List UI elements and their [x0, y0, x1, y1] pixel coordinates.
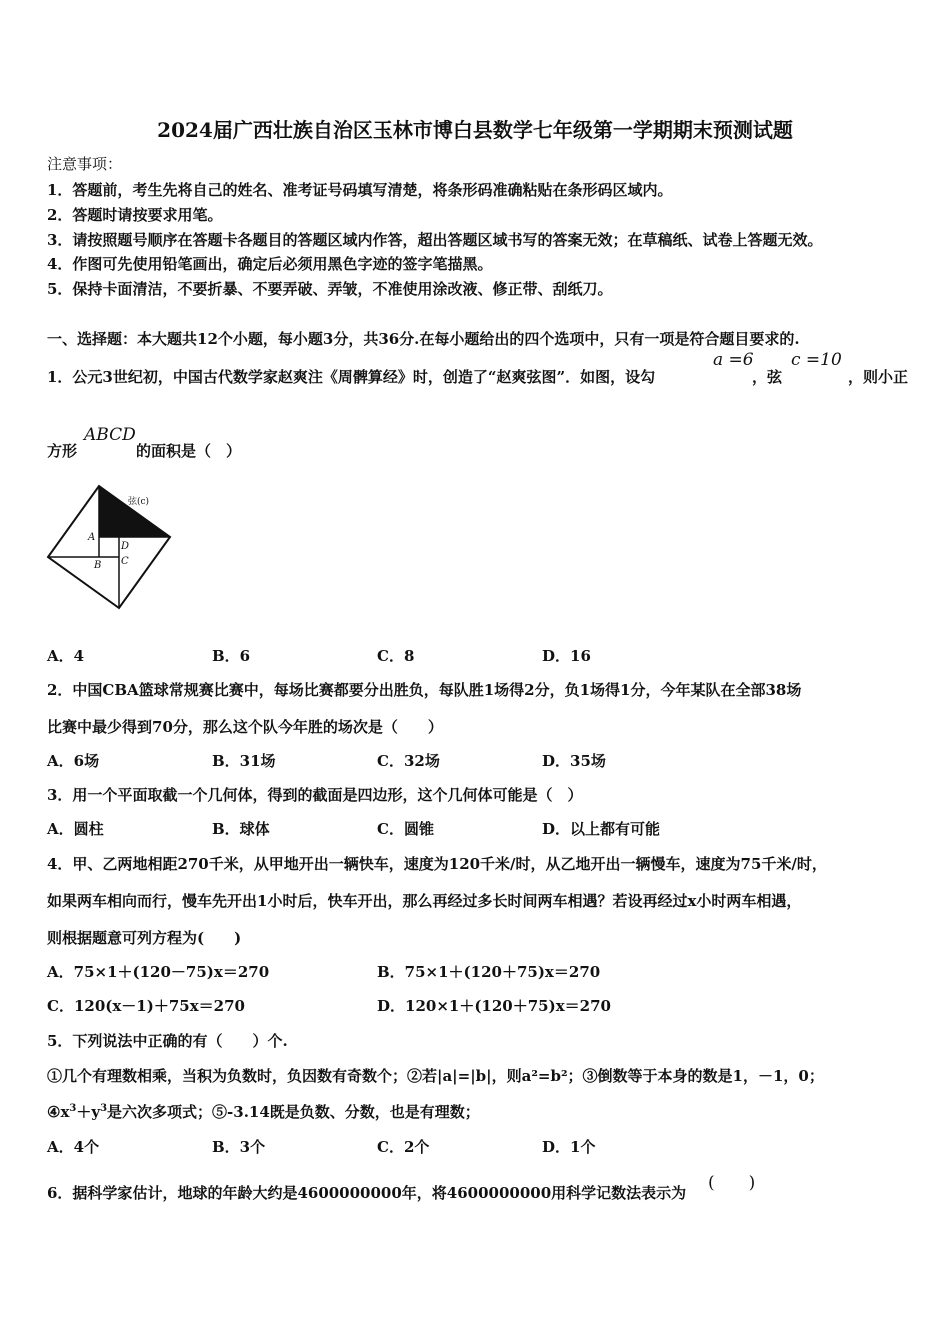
- q2-choice-b: B．31场: [212, 752, 276, 770]
- notice-heading: 注意事项：: [47, 155, 123, 173]
- q1-choice-b: B．6: [212, 647, 251, 665]
- q1-choice-d: D．16: [542, 647, 591, 665]
- q3-line-1: 3．用一个平面取截一个几何体，得到的截面是四边形，这个几何体可能是（ ）: [47, 786, 583, 804]
- q5-line-3-a: ④x: [47, 1103, 70, 1121]
- q5-line-3: [47, 1101, 480, 1122]
- notice-item-4: 4．作图可先使用铅笔画出，确定后必须用黑色字迹的签字笔描黑。: [47, 255, 493, 273]
- section-heading: 一、选择题：本大题共12个小题，每小题3分，共36分.在每小题给出的四个选项中，只有一项是符合题目要求的.: [47, 330, 800, 348]
- figure-letter-b: B: [94, 560, 102, 571]
- q4-line-3: 则根据题意可列方程为( ): [47, 929, 242, 947]
- notice-item-3: 3．请按照题号顺序在答题卡各题目的答题区域内作答，超出答题区域书写的答案无效；在草稿纸、试卷上答题无效。: [47, 231, 823, 249]
- q6-paren: ( ): [708, 1173, 756, 1193]
- q1-choice-a: A．4: [47, 647, 85, 665]
- q1-text-d: 方形: [47, 442, 78, 460]
- q5-choice-d: D．1个: [542, 1138, 596, 1156]
- q1-text-a: 1．公元3世纪初，中国古代数学家赵爽注《周髀算经》时，创造了“赵爽弦图”．如图，设勾: [47, 368, 656, 386]
- q2-choice-d: D．35场: [542, 752, 606, 770]
- q2-choice-c: C．32场: [377, 752, 440, 770]
- figure-letter-a: A: [88, 532, 96, 543]
- q5-line-3-b: ＋y: [76, 1103, 101, 1121]
- q3-choice-a: A．圆柱: [47, 820, 104, 838]
- q6-line-1: 6．据科学家估计，地球的年龄大约是4600000000年，将4600000000用科学记数法表示为: [47, 1184, 687, 1202]
- exam-title: 2024届广西壮族自治区玉林市博白县数学七年级第一学期期末预测试题: [157, 118, 793, 142]
- q4-choice-b: B．75×1＋(120＋75)x＝270: [377, 963, 601, 981]
- q2-line-1: 2．中国CBA篮球常规赛比赛中，每场比赛都要分出胜负，每队胜1场得2分，负1场得1分，今年某队在全部38场: [47, 681, 802, 699]
- q5-line-2: ①几个有理数相乘，当积为负数时，负因数有奇数个；②若|a|=|b|，则a²=b²；③倒数等于本身的数是1，－1，0；: [47, 1067, 824, 1085]
- q5-choice-a: A．4个: [47, 1138, 100, 1156]
- q3-choice-c: C．圆锥: [377, 820, 434, 838]
- q3-choice-b: B．球体: [212, 820, 270, 838]
- q1-text-b: ，弦: [752, 368, 783, 386]
- q5-choice-b: B．3个: [212, 1138, 266, 1156]
- q1-text-e: 的面积是（ ）: [136, 442, 242, 460]
- q5-line-3-sup1: 3: [69, 1103, 77, 1114]
- q5-choice-c: C．2个: [377, 1138, 430, 1156]
- q1-math-abcd: ABCD: [84, 425, 136, 445]
- figure-letter-c: C: [121, 556, 129, 567]
- notice-item-1: 1．答题前，考生先将自己的姓名、准考证号码填写清楚，将条形码准确粘贴在条形码区域内。: [47, 181, 673, 199]
- q4-choice-c: C．120(x－1)＋75x＝270: [47, 997, 245, 1015]
- q5-line-3-c: 是六次多项式；⑤-3.14既是负数、分数，也是有理数；: [107, 1103, 480, 1121]
- q4-line-1: 4．甲、乙两地相距270千米，从甲地开出一辆快车，速度为120千米/时，从乙地开出一辆慢车，速度为75千米/时，: [47, 855, 827, 873]
- q1-choice-c: C．8: [377, 647, 415, 665]
- q5-line-1: 5．下列说法中正确的有（ ）个.: [47, 1032, 288, 1050]
- notice-item-2: 2．答题时请按要求用笔。: [47, 206, 223, 224]
- q4-choice-d: D．120×1＋(120＋75)x＝270: [377, 997, 611, 1015]
- q1-math-a: a =6: [713, 350, 754, 370]
- q2-line-2: 比赛中最少得到70分，那么这个队今年胜的场次是（ ）: [47, 718, 443, 736]
- q5-line-3-sup2: 3: [100, 1103, 108, 1114]
- q4-choice-a: A．75×1＋(120－75)x＝270: [47, 963, 270, 981]
- figure-label-c: 弦(c): [128, 497, 150, 507]
- q4-line-2: 如果两车相向而行，慢车先开出1小时后，快车开出，那么再经过多长时间两车相遇？若设再经过x小时两车相遇，: [47, 892, 802, 910]
- q1-text-c: ，则小正: [848, 368, 909, 386]
- q2-choice-a: A．6场: [47, 752, 100, 770]
- q1-math-c: c =10: [791, 350, 842, 370]
- q3-choice-d: D．以上都有可能: [542, 820, 661, 838]
- zhao-shuang-figure: [44, 482, 176, 612]
- notice-item-5: 5．保持卡面清洁，不要折暴、不要弄破、弄皱，不准使用涂改液、修正带、刮纸刀。: [47, 280, 613, 298]
- figure-letter-d: D: [121, 541, 130, 552]
